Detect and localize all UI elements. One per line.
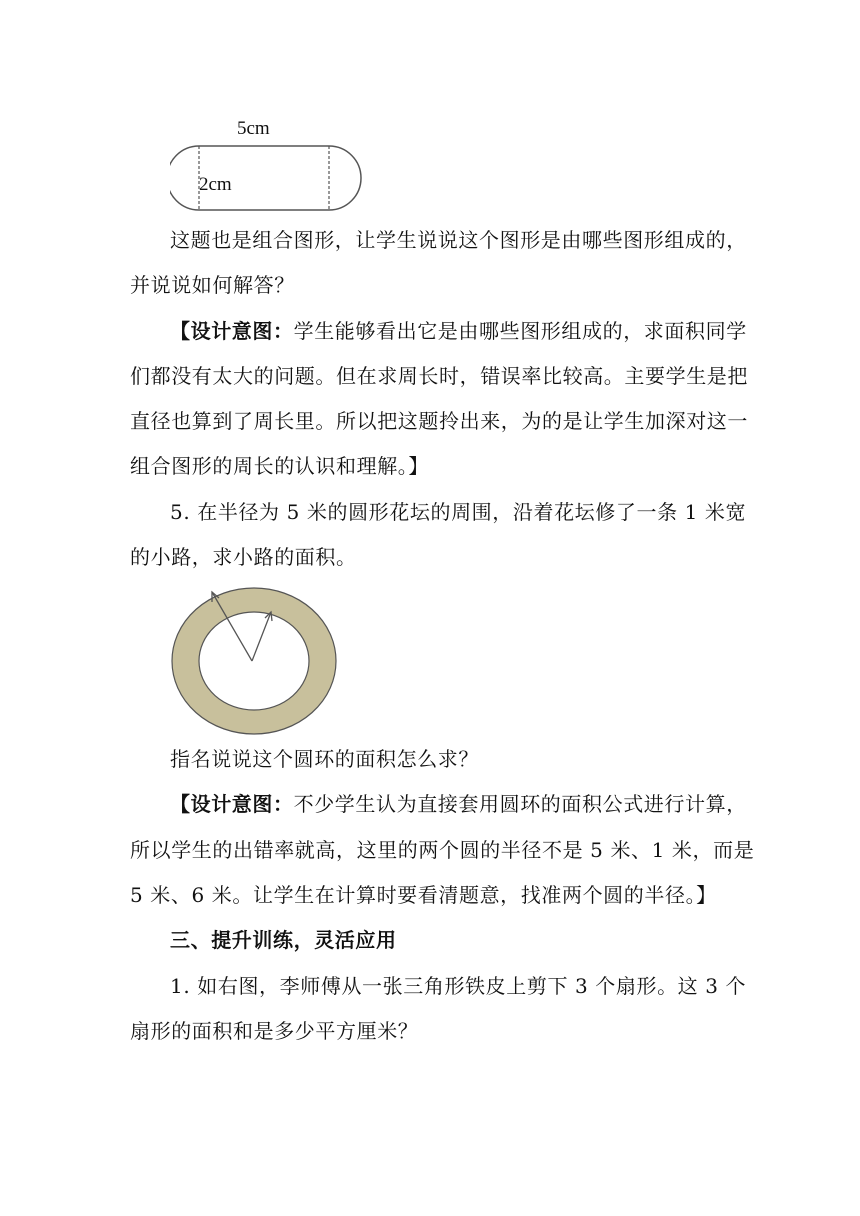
design-note1-line2: 们都没有太大的问题。但在求周长时，错误率比较高。主要学生是把 bbox=[130, 364, 748, 388]
stadium-figure bbox=[170, 116, 365, 216]
design-note2-line1-rest: 不少学生认为直接套用圆环的面积公式进行计算， bbox=[293, 792, 747, 816]
design-note1-line1-rest: 学生能够看出它是由哪些图形组成的，求面积同学 bbox=[293, 319, 747, 343]
paragraph1-line2: 并说说如何解答？ bbox=[130, 273, 295, 297]
section3-heading: 三、提升训练，灵活应用 bbox=[170, 928, 397, 952]
height-label: 2cm bbox=[199, 174, 232, 195]
question-text: 指名说说这个圆环的面积怎么求？ bbox=[170, 747, 479, 771]
ring-figure bbox=[170, 584, 340, 736]
design-note1-line1 bbox=[170, 317, 780, 345]
design-note2-line3: 5 米、6 米。让学生在计算时要看清题意，找准两个圆的半径。】 bbox=[130, 883, 717, 907]
width-label: 5cm bbox=[237, 118, 270, 139]
problem1-line2: 扇形的面积和是多少平方厘米？ bbox=[130, 1019, 419, 1043]
design-note2-prefix: 【设计意图： bbox=[170, 792, 294, 816]
paragraph1-line1: 这题也是组合图形，让学生说说这个图形是由哪些图形组成的， bbox=[170, 228, 747, 252]
design-note1-prefix: 【设计意图： bbox=[170, 319, 294, 343]
design-note2-line1 bbox=[170, 790, 780, 818]
problem5-line2: 的小路，求小路的面积。 bbox=[130, 545, 357, 569]
design-note1-line3: 直径也算到了周长里。所以把这题拎出来，为的是让学生加深对这一 bbox=[130, 409, 748, 433]
problem1-line1: 1. 如右图，李师傅从一张三角形铁皮上剪下 3 个扇形。这 3 个 bbox=[170, 974, 747, 998]
ring-diagram bbox=[170, 584, 340, 736]
design-note2-line2: 所以学生的出错率就高，这里的两个圆的半径不是 5 米、1 米，而是 bbox=[130, 838, 755, 862]
design-note1-line4: 组合图形的周长的认识和理解。】 bbox=[130, 454, 429, 478]
problem5-line1: 5. 在半径为 5 米的圆形花坛的周围，沿着花坛修了一条 1 米宽 bbox=[170, 500, 747, 524]
